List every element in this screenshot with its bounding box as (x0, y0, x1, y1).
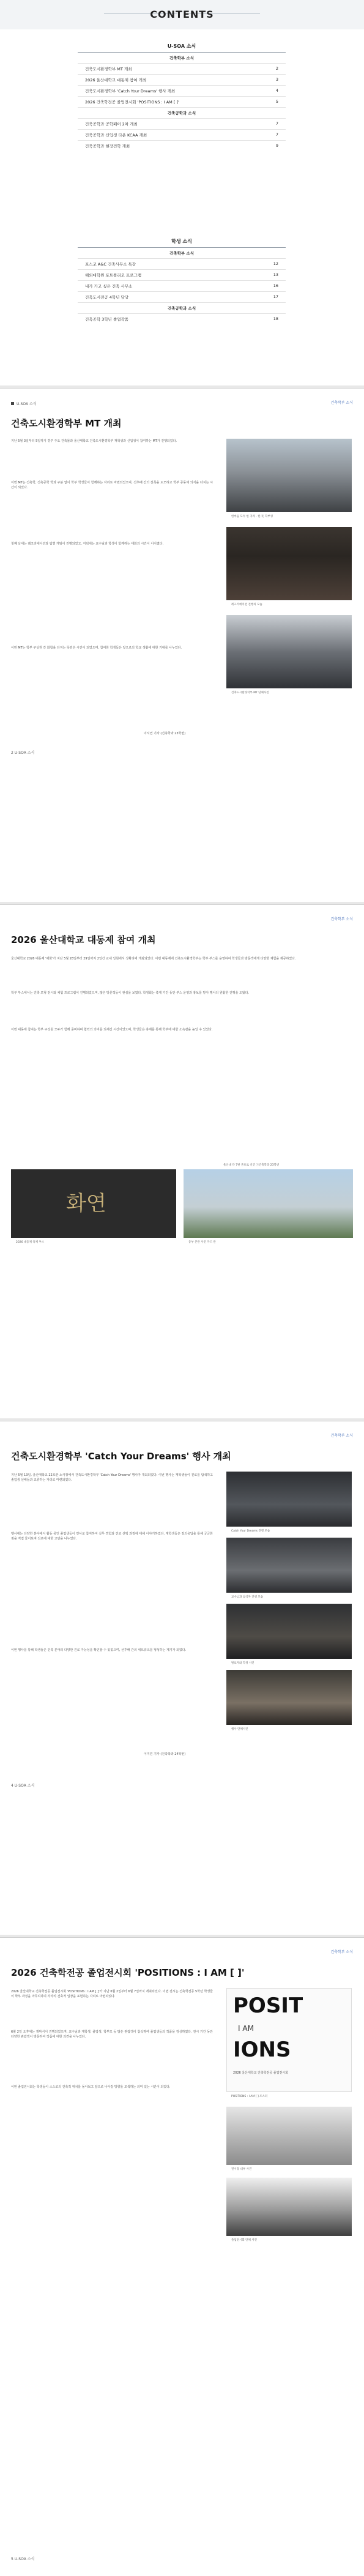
photo-caption: 동부 본관 사진 카드 관 (188, 1241, 216, 1244)
article-paragraph: 이번 대동제 참여는 학부 구성원 모두가 함께 준비하며 협력의 의미를 되새긴 시간이었으며, 학생들은 축제를 통해 학부에 대한 소속감을 높일 수 있었다. (11, 1028, 213, 1032)
poster-text: POSIT (233, 1993, 303, 2018)
toc-group-head: 건축학부 소식 (78, 247, 286, 258)
toc-item[interactable]: 건축도시환경학부 MT 개최 2 (78, 63, 286, 74)
article-paragraph: 행사에는 다양한 분야에서 활동 중인 졸업생들이 연사로 참여하여 실무 경험과 진로 선택 과정에 대해 이야기하였다. 재학생들은 질의응답을 통해 궁금한 점을 직접 물어보며 진로에 대한 고민을 나누었다. (11, 1532, 213, 1541)
article-paragraph: 울산대학교 2026 대동제 '해화'가 지난 5월 28일부터 29일까지 2일간 교내 일원에서 성황리에 개최되었다. 이번 대동제에 건축도시환경학부는 학부 부스를 운영하여 학생들과 방문객에게 다양한 체험을 제공하였다. (11, 957, 296, 961)
article-photo (226, 1538, 352, 1593)
article-photo (226, 1670, 352, 1725)
photo-caption: 행사 단체사진 (231, 1728, 248, 1731)
poster-text: IONS (233, 2038, 291, 2062)
article-paragraph: 이번 MT는 학부 구성원 간 화합을 다지는 뜻깊은 시간이 되었으며, 참여한 학생들은 앞으로의 학교 생활에 대한 기대를 나누었다. (11, 646, 182, 650)
photo-caption: 건축도시환경학부 MT 단체사진 (231, 691, 269, 694)
toc-item[interactable]: 해외대학원 포트폴리오 프로그램 13 (78, 269, 286, 280)
article-photo (226, 615, 352, 688)
exhibition-poster (226, 1988, 352, 2092)
contents-title: CONTENTS (150, 9, 214, 20)
photo-caption: 발표자와 학생 사진 (231, 1662, 254, 1665)
article-photo (184, 1169, 353, 1238)
article-paragraph: 이번 행사를 통해 학생들은 건축 분야의 다양한 진로 가능성을 확인할 수 있었으며, 선후배 간의 네트워크를 형성하는 계기가 되었다. (11, 1648, 187, 1652)
poster-note: 2026 울산대학교 건축학전공 졸업전시회 (233, 2071, 288, 2075)
toc-item[interactable]: 건축공학과 신입생 다운 KCAA 개최 7 (78, 129, 286, 140)
toc-item[interactable]: 건축공학과 현장견학 개최 9 (78, 140, 286, 151)
toc-group-head: 건축공학과 소식 (78, 302, 286, 313)
article-photo (226, 527, 352, 600)
article-paragraph: 첫째 날에는 레크리에이션과 팀별 게임이 진행되었고, 저녁에는 교수님과 학생이 함께하는 대화의 시간이 이어졌다. (11, 542, 164, 546)
festival-banner-text: 화연 (66, 1191, 106, 1216)
page-header (11, 916, 353, 923)
article-title: 건축도시환경학부 'Catch Your Dreams' 행사 개최 (11, 1451, 231, 1462)
page-header (11, 1432, 353, 1440)
poster-text: I AM (238, 2024, 254, 2033)
toc-item[interactable]: 내가 가고 싶은 건축 사무소 16 (78, 280, 286, 291)
toc-section-title: U-SOA 소식 (167, 43, 196, 49)
article-paragraph: 학부 부스에서는 건축 모형 전시와 체험 프로그램이 진행되었으며, 많은 방문객들이 관심을 보였다. 학생회는 축제 기간 동안 부스 운영과 홍보를 맡아 행사의 원활한 진행을 도왔다. (11, 991, 250, 995)
photo-caption: 2026 대동제 축제 부스 (16, 1241, 45, 1244)
toc-item[interactable]: 건축공학 3학년 졸업작품 18 (78, 313, 286, 324)
page-number: 2 U-SOA 소식 (11, 751, 35, 755)
article-paragraph: 2026 울산대학교 건축학전공 졸업전시회 'POSITIONS : I AM [ ]'가 지난 6월 2일부터 6월 7일까지 개최되었다. 이번 전시는 건축학전공 5학년 학생들이 학부 과정을 마무리하며 각자의 건축적 입장을 표현하는 자리로 마련되었다. (11, 1990, 213, 1999)
page-header (11, 1949, 353, 1956)
article-paragraph: 6월 2일 오후에는 개막식이 진행되었으며, 교수님과 재학생, 졸업생, 학부모 등 많은 관람객이 참석하여 졸업생들의 작품을 감상하였다. 전시 기간 동안 다양한 관람객이 방문하여 작품에 대한 의견을 나누었다. (11, 2030, 213, 2039)
page-header: U-SOA 소식 건축학부 소식 (11, 400, 353, 407)
section-marker (11, 402, 14, 405)
article-photo (226, 1604, 352, 1659)
toc-item[interactable]: 2026 울산대학교 대동제 참여 개최 3 (78, 74, 286, 85)
toc-section-title: 학생 소식 (171, 239, 192, 244)
article-paragraph: 지난 5월 3일부터 5일까지 경주 주요 건축물과 울산대학교 건축도시환경학부 재학생과 신입생이 참여하는 MT가 진행되었다. (11, 439, 177, 443)
article-paragraph: 이번 졸업전시회는 학생들이 스스로의 건축적 위치를 돌아보고 앞으로 나아갈 방향을 모색하는 의미 있는 시간이 되었다. (11, 2085, 171, 2089)
page-number: 5 U-SOA 소식 (11, 2557, 35, 2561)
reporter-signature: 이서연 기자 (건축학과 23학번) (144, 732, 186, 735)
article-photo (226, 2107, 352, 2165)
toc-item[interactable]: 건축도시전공 4학년 담당 17 (78, 291, 286, 302)
article-page-dreams (0, 1421, 364, 1935)
photo-caption: 울산대 다 7판 본프로 신건 ⓒ건축학과 23학번 (223, 1164, 280, 1167)
photo-caption: 교수님과 참석자 진행 모습 (231, 1596, 264, 1599)
toc-item[interactable]: 포스코 A&C 건축사무소 특강 12 (78, 258, 286, 269)
category-link[interactable]: 건축학부 소식 (330, 917, 353, 921)
article-title: 2026 울산대학교 대동제 참여 개최 (11, 934, 156, 945)
toc-student (78, 236, 286, 324)
article-photo (11, 1169, 176, 1238)
article-photo (226, 1472, 352, 1527)
photo-caption: 전시장 내부 사진 (231, 2168, 252, 2171)
category-link[interactable]: 건축학부 소식 (330, 401, 353, 405)
article-page-graduation (0, 1937, 364, 2576)
article-photo (226, 439, 352, 512)
article-title: 2026 건축학전공 졸업전시회 'POSITIONS : I AM [ ]' (11, 1967, 245, 1978)
toc-item[interactable]: 건축공학과 공학페어 2차 개최 7 (78, 118, 286, 129)
photo-caption: 레크리에이션 진행의 모습 (231, 603, 262, 606)
toc-item[interactable]: 2026 건축학전공 졸업전시회 'POSITIONS : I AM [ ]' 5 (78, 96, 286, 107)
photo-caption: 한마음 모두 한 자리 · 한 뜻 학부생 (231, 515, 273, 518)
toc-item[interactable]: 건축도시환경학부 'Catch Your Dreams' 행사 개최 4 (78, 85, 286, 96)
photo-caption: Catch Your Dreams 진행 모습 (231, 1530, 270, 1533)
toc-group-head: 건축학부 소식 (78, 52, 286, 63)
toc-usoa (78, 40, 286, 151)
article-page-festival (0, 904, 364, 1418)
category-link[interactable]: 건축학부 소식 (330, 1434, 353, 1438)
contents-page (0, 0, 364, 385)
toc-group-head: 건축공학과 소식 (78, 107, 286, 118)
article-paragraph: 지난 5월 13일, 울산대학교 22호관 소극장에서 건축도시환경학부 'Catch Your Dreams' 행사가 개최되었다. 이번 행사는 재학생들이 진로를 탐색하고 졸업생 선배들과 교류하는 자리로 마련되었다. (11, 1473, 213, 1483)
article-photo (226, 2178, 352, 2236)
page-number: 4 U-SOA 소식 (11, 1784, 35, 1788)
article-paragraph: 이번 MT는 건축학, 건축공학 학과 구분 없이 학부 학생들이 함께하는 자리로 마련되었으며, 선후배 간의 친목을 도모하고 학부 공동체 의식을 다지는 시간이 되었다. (11, 481, 213, 490)
photo-caption: 졸업전시회 단체 사진 (231, 2239, 257, 2242)
article-page-mt (0, 388, 364, 902)
article-title: 건축도시환경학부 MT 개최 (11, 418, 122, 429)
category-link[interactable]: 건축학부 소식 (330, 1950, 353, 1954)
reporter-signature: 이지원 기자 (건축학과 24학번) (144, 1752, 186, 1756)
photo-caption: POSITIONS : I AM [ ] 포스터 (231, 2095, 268, 2098)
